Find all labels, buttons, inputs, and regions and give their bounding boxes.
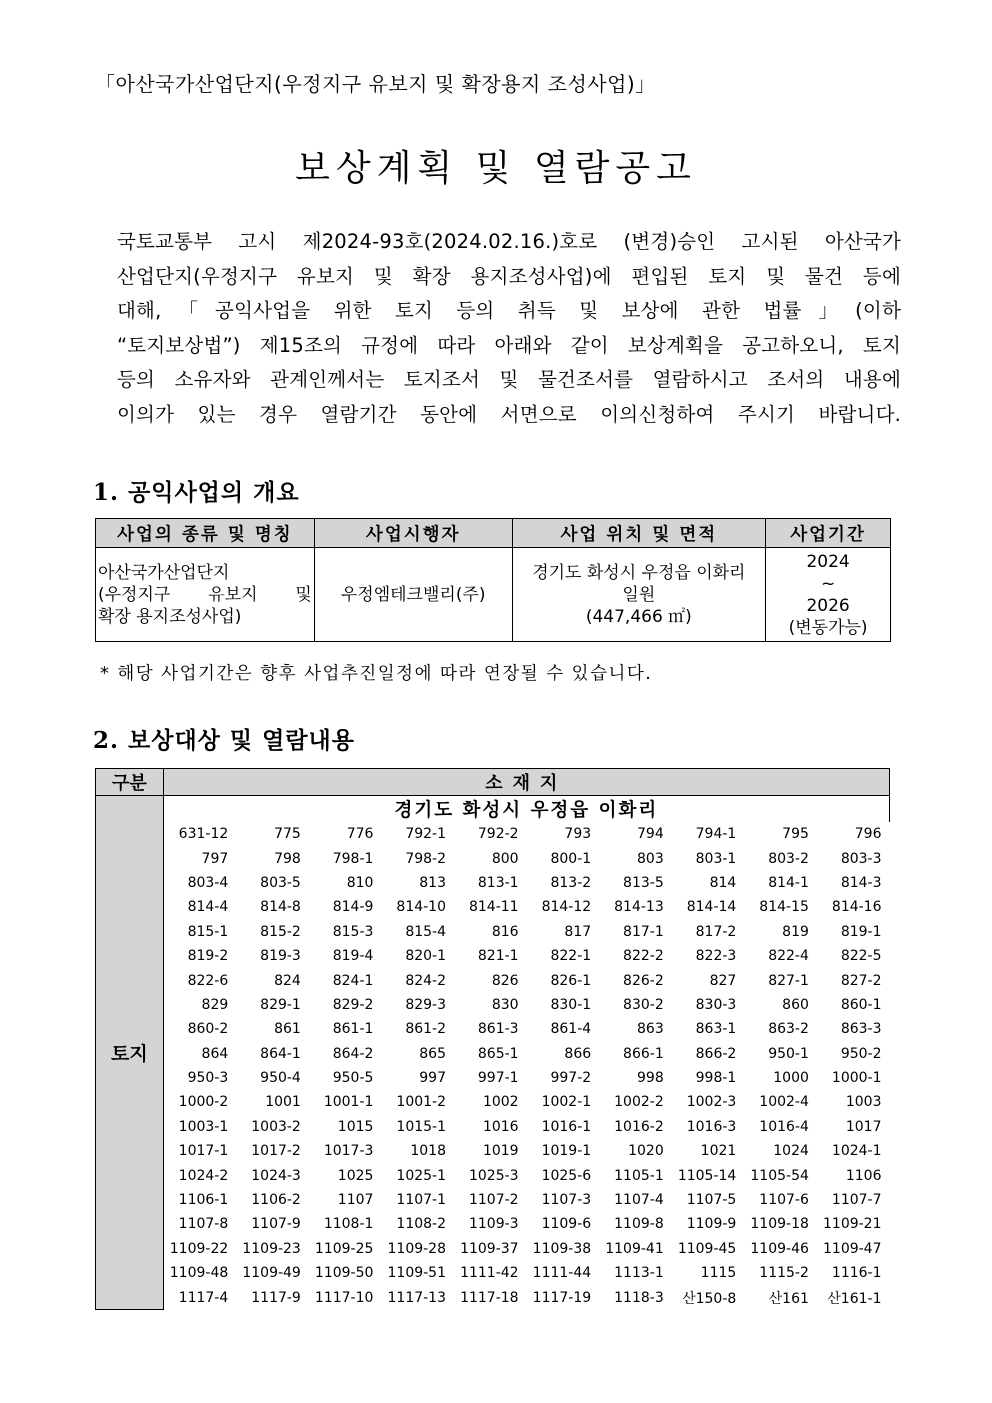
intro-line: “토지보상법”) 제15조의 규정에 따라 아래와 같이 보상계획을 공고하오니, 토지 [117, 333, 901, 357]
parcel-number: 1024 [773, 1143, 809, 1160]
parcel-number: 866-2 [695, 1045, 737, 1062]
parcel-number: 1118-3 [614, 1289, 664, 1306]
parcel-number: 794-1 [695, 826, 737, 843]
parcel-number: 998-1 [695, 1070, 737, 1087]
intro-paragraph [117, 226, 901, 433]
section-heading-compensation: 2. 보상대상 및 열람내용 [93, 727, 355, 754]
period-separator: ~ [820, 573, 836, 594]
parcel-number: 775 [274, 826, 301, 843]
parcel-number: 826 [491, 972, 519, 989]
parcel-row [164, 1115, 890, 1139]
parcel-number: 822-1 [550, 948, 592, 965]
period-note: (변동가능) [788, 617, 868, 638]
parcel-number: 829 [201, 996, 229, 1013]
parcel-number: 1115-2 [759, 1265, 809, 1282]
parcel-number: 1107-2 [468, 1192, 519, 1209]
parcel-number: 817-1 [623, 923, 664, 940]
parcel-number: 1015-1 [396, 1118, 446, 1135]
parcel-number: 1000-2 [178, 1094, 229, 1111]
parcel-number: 861-4 [550, 1021, 592, 1038]
parcel-number: 826-2 [623, 972, 664, 989]
parcel-number: 산161-1 [827, 1290, 882, 1307]
parcel-number: 860-2 [187, 1021, 229, 1038]
period-start: 2024 [806, 551, 850, 572]
parcel-number: 1024-2 [178, 1167, 229, 1184]
parcel-number: 800-1 [550, 850, 592, 867]
parcel-number: 1105-14 [677, 1167, 737, 1184]
project-name-line: 확장 용지조성사업) [98, 606, 242, 627]
parcel-number: 1107-8 [178, 1216, 229, 1233]
parcel-row [164, 1237, 890, 1261]
header-operator: 사업시행자 [314, 519, 512, 548]
parcel-number: 796 [854, 826, 882, 843]
project-subtitle: 「아산국가산업단지(우정지구 유보지 및 확장용지 조성사업)」 [95, 72, 656, 96]
parcel-number: 824 [274, 972, 301, 989]
parcel-row [164, 944, 890, 968]
parcel-number: 1115 [700, 1265, 737, 1282]
intro-line: 이의가 있는 경우 열람기간 동안에 서면으로 이의신청하여 주시기 바랍니다. [117, 402, 901, 426]
parcel-row [164, 846, 890, 870]
parcel-number: 829-2 [332, 996, 374, 1013]
parcel-number: 1003 [845, 1094, 882, 1111]
parcel-number: 950-5 [332, 1070, 374, 1087]
parcel-number: 1025-6 [541, 1167, 592, 1184]
parcel-number: 1024-3 [251, 1167, 301, 1184]
project-name-line: (우정지구 유보지 및 [98, 584, 312, 605]
parcel-number: 815-2 [260, 923, 301, 940]
parcel-number: 1117-18 [460, 1289, 519, 1306]
parcel-number: 1002-1 [541, 1094, 592, 1111]
parcel-number: 819-1 [840, 923, 882, 940]
parcel-number: 803-3 [840, 850, 882, 867]
parcel-number: 830-3 [695, 996, 737, 1013]
parcel-number: 792-2 [477, 826, 519, 843]
parcel-number: 863-2 [768, 1021, 809, 1038]
parcel-number: 1107-9 [251, 1216, 301, 1233]
parcel-row [164, 920, 890, 944]
parcel-number: 829-3 [405, 996, 446, 1013]
parcel-number: 819-4 [332, 948, 374, 965]
parcel-number: 1117-19 [532, 1289, 592, 1306]
parcel-number: 830 [491, 996, 519, 1013]
parcel-number: 1109-37 [460, 1240, 519, 1257]
parcel-number: 1106-2 [251, 1192, 301, 1209]
parcel-number: 1107-7 [831, 1192, 882, 1209]
parcel-number: 1107-6 [759, 1192, 809, 1209]
parcel-number: 803 [637, 850, 664, 867]
parcel-number: 1109-48 [169, 1265, 229, 1282]
parcel-number: 814-10 [396, 899, 446, 916]
parcel-number: 1109-46 [750, 1240, 809, 1257]
parcel-number: 865 [419, 1045, 446, 1062]
header-project-name: 사업의 종류 및 명칭 [96, 519, 315, 548]
parcel-number: 1109-3 [468, 1216, 519, 1233]
parcel-number: 1003-1 [178, 1118, 229, 1135]
parcel-number: 1001-1 [323, 1094, 374, 1111]
parcel-number: 830-2 [623, 996, 664, 1013]
parcel-number: 819-2 [187, 948, 229, 965]
parcel-number: 950-2 [840, 1045, 882, 1062]
parcel-number: 1117-10 [314, 1289, 374, 1306]
table-header-row [96, 769, 890, 796]
period-end: 2026 [806, 595, 850, 616]
parcel-number: 1000 [773, 1070, 809, 1087]
parcel-row [164, 1188, 890, 1212]
parcel-number: 1109-25 [314, 1240, 374, 1257]
parcel-number: 815-4 [405, 923, 446, 940]
parcel-number: 793 [564, 826, 592, 843]
parcel-number: 803-1 [695, 850, 737, 867]
parcel-row [164, 1212, 890, 1236]
parcel-row [164, 1163, 890, 1187]
parcel-number: 1113-1 [614, 1265, 664, 1282]
parcel-number: 794 [637, 826, 664, 843]
parcel-row [164, 1261, 890, 1285]
header-location: 소재지 [163, 769, 889, 796]
parcel-number: 1109-28 [387, 1240, 446, 1257]
intro-line: 산업단지(우정지구 유보지 및 확장 용지조성사업)에 편입된 토지 및 물건 등에 [117, 264, 901, 288]
parcel-number: 803-2 [768, 850, 809, 867]
parcel-number: 1019-1 [541, 1143, 592, 1160]
parcel-number: 814-15 [759, 899, 809, 916]
parcel-number: 1106 [845, 1167, 882, 1184]
parcel-number: 865-1 [477, 1045, 519, 1062]
parcel-number: 1016-1 [541, 1118, 592, 1135]
parcel-number: 1016-4 [759, 1118, 809, 1135]
parcel-number: 1018 [410, 1143, 446, 1160]
parcel-number: 814-12 [541, 899, 592, 916]
parcel-number: 798-1 [332, 850, 374, 867]
parcel-number: 821-1 [477, 948, 519, 965]
parcel-number: 776 [346, 826, 374, 843]
parcel-number: 798 [274, 850, 301, 867]
parcel-row [164, 895, 890, 919]
parcel-number: 1015 [337, 1118, 374, 1135]
location-cell [512, 548, 766, 642]
parcel-row [164, 1042, 890, 1066]
section-heading-overview: 1. 공익사업의 개요 [93, 479, 300, 506]
parcel-number: 861-3 [477, 1021, 519, 1038]
parcel-number: 864 [201, 1045, 229, 1062]
parcel-number: 1109-9 [686, 1216, 737, 1233]
parcel-table [95, 768, 890, 1310]
parcel-number: 1107 [337, 1192, 374, 1209]
parcel-row [164, 822, 890, 846]
parcel-number: 814-3 [840, 874, 882, 891]
parcel-number: 864-1 [260, 1045, 301, 1062]
parcel-number: 1108-2 [396, 1216, 446, 1233]
area-line: (447,466 ㎡) [585, 606, 692, 627]
period-cell [766, 548, 891, 642]
parcel-number: 1017 [845, 1118, 882, 1135]
parcel-number: 1109-21 [823, 1216, 882, 1233]
parcel-number: 1107-3 [541, 1192, 592, 1209]
parcel-number: 1109-18 [750, 1216, 809, 1233]
parcel-number: 1109-41 [605, 1240, 664, 1257]
parcel-number: 813-5 [623, 874, 664, 891]
parcel-number: 822-2 [623, 948, 664, 965]
parcel-number: 798-2 [405, 850, 446, 867]
table-row [96, 822, 890, 1310]
parcel-number: 631-12 [178, 826, 229, 843]
intro-line: 대해,「공익사업을 위한 토지 등의 취득 및 보상에 관한 법률」(이하 [117, 299, 901, 322]
parcel-number: 863-3 [840, 1021, 882, 1038]
parcel-number: 819 [782, 923, 809, 940]
parcel-number: 1025-3 [468, 1167, 519, 1184]
parcel-row [164, 968, 890, 992]
parcel-number: 산161 [768, 1290, 809, 1307]
parcel-number: 810 [346, 874, 374, 891]
parcel-number: 815-1 [187, 923, 229, 940]
parcel-number-grid [164, 822, 890, 1310]
parcel-number: 864-2 [332, 1045, 374, 1062]
parcel-number: 1025 [337, 1167, 374, 1184]
parcel-number: 822-5 [840, 948, 882, 965]
parcel-number: 1109-47 [823, 1240, 882, 1257]
parcel-row [164, 871, 890, 895]
parcel-number: 1107-5 [686, 1192, 737, 1209]
parcel-number: 861-2 [405, 1021, 446, 1038]
parcel-row [164, 1066, 890, 1090]
parcel-number: 803-5 [260, 874, 301, 891]
parcel-number: 1001-2 [396, 1094, 446, 1111]
parcel-number: 1017-2 [251, 1143, 301, 1160]
parcel-number: 1017-3 [323, 1143, 374, 1160]
parcel-number: 827 [709, 972, 737, 989]
parcel-number: 997-1 [477, 1070, 519, 1087]
parcel-number: 817-2 [695, 923, 737, 940]
header-location-area: 사업 위치 및 면적 [512, 519, 766, 548]
table-row [96, 796, 890, 823]
parcel-number: 1106-1 [178, 1192, 229, 1209]
parcel-number: 1002-3 [686, 1094, 737, 1111]
parcel-number: 1109-23 [242, 1240, 301, 1257]
intro-line: 등의 소유자와 관계인께서는 토지조서 및 물건조서를 열람하시고 조서의 내용에 [117, 368, 901, 391]
parcel-number: 1019 [482, 1143, 519, 1160]
parcel-number: 816 [491, 923, 519, 940]
parcel-number: 1117-4 [178, 1289, 229, 1306]
parcel-number: 861-1 [332, 1021, 374, 1038]
table-row [96, 548, 891, 642]
parcel-number: 산150-8 [682, 1290, 737, 1307]
parcel-number: 1117-9 [251, 1289, 301, 1306]
operator-cell: 우정엠테크밸리(주) [314, 548, 512, 642]
parcel-number: 1017-1 [178, 1143, 229, 1160]
parcel-number: 1111-42 [460, 1265, 519, 1282]
parcel-number: 860 [782, 996, 809, 1013]
parcel-number: 814-11 [468, 899, 519, 916]
parcel-number: 813-2 [550, 874, 592, 891]
village-name: 경기도 화성시 우정읍 이화리 [163, 796, 889, 823]
parcel-number: 1109-51 [387, 1265, 446, 1282]
parcel-row [164, 1090, 890, 1114]
parcel-number: 998 [637, 1070, 664, 1087]
parcel-number: 1108-1 [323, 1216, 374, 1233]
parcel-number: 817 [564, 923, 592, 940]
parcel-number: 1000-1 [831, 1070, 882, 1087]
parcel-number: 1109-45 [677, 1240, 737, 1257]
parcel-row [164, 993, 890, 1017]
parcel-row [164, 1017, 890, 1041]
parcel-number: 815-3 [332, 923, 374, 940]
parcel-number: 1117-13 [387, 1289, 446, 1306]
parcel-number: 813-1 [477, 874, 519, 891]
category-land-cell: 토지 [96, 796, 164, 1310]
parcel-number: 950-4 [260, 1070, 301, 1087]
parcel-number: 814-9 [332, 899, 374, 916]
parcel-number: 797 [201, 850, 229, 867]
intro-line: 국토교통부 고시 제2024-93호(2024.02.16.)호로 (변경)승인 고시된 아산국가 [117, 230, 901, 253]
table-header-row [96, 519, 891, 548]
parcel-number: 803-4 [187, 874, 229, 891]
parcel-number: 795 [782, 826, 809, 843]
parcel-number: 814-13 [614, 899, 664, 916]
parcel-number: 1002 [482, 1094, 519, 1111]
parcel-number: 814-4 [187, 899, 229, 916]
parcel-number: 1109-50 [314, 1265, 374, 1282]
parcel-number: 1105-1 [614, 1167, 664, 1184]
parcel-number: 1109-22 [169, 1240, 229, 1257]
parcel-number: 827-2 [840, 972, 882, 989]
parcel-number: 1016 [482, 1118, 519, 1135]
parcel-number: 997-2 [550, 1070, 592, 1087]
parcel-number: 1024-1 [831, 1143, 882, 1160]
parcel-number: 863 [637, 1021, 664, 1038]
parcel-number: 1107-1 [396, 1192, 446, 1209]
period-footnote: * 해당 사업기간은 향후 사업추진일정에 따라 연장될 수 있습니다. [100, 664, 653, 684]
parcel-number: 829-1 [260, 996, 301, 1013]
parcel-number: 800 [491, 850, 519, 867]
parcel-number: 1116-1 [831, 1265, 882, 1282]
parcel-number: 1105-54 [750, 1167, 809, 1184]
project-name-cell [96, 548, 315, 642]
parcel-number: 950-1 [768, 1045, 809, 1062]
parcel-number: 1107-4 [614, 1192, 664, 1209]
parcel-number: 814-14 [686, 899, 737, 916]
parcel-number: 822-3 [695, 948, 737, 965]
parcel-number: 866-1 [623, 1045, 664, 1062]
parcel-number: 1025-1 [396, 1167, 446, 1184]
header-category: 구분 [96, 769, 164, 796]
parcel-number: 950-3 [187, 1070, 229, 1087]
parcel-number: 814-16 [831, 899, 882, 916]
parcel-number: 861 [274, 1021, 301, 1038]
parcel-number: 860-1 [840, 996, 882, 1013]
parcel-number: 1020 [628, 1143, 664, 1160]
project-overview-table [95, 518, 891, 642]
parcel-number: 824-1 [332, 972, 374, 989]
parcel-number: 813 [419, 874, 446, 891]
project-name-line: 아산국가산업단지 [98, 562, 230, 583]
parcel-number: 1021 [700, 1143, 737, 1160]
parcel-number: 1002-4 [759, 1094, 809, 1111]
parcel-number: 822-4 [768, 948, 809, 965]
parcel-number: 826-1 [550, 972, 592, 989]
parcel-number: 863-1 [695, 1021, 737, 1038]
header-period: 사업기간 [766, 519, 891, 548]
parcel-number: 1016-2 [614, 1118, 664, 1135]
parcel-number: 819-3 [260, 948, 301, 965]
parcel-number: 1109-49 [242, 1265, 301, 1282]
parcel-number: 1109-38 [532, 1240, 592, 1257]
parcel-number: 1003-2 [251, 1118, 301, 1135]
page-title: 보상계획 및 열람공고 [295, 148, 697, 189]
parcel-number: 820-1 [405, 948, 446, 965]
parcel-row [164, 1139, 890, 1163]
parcel-number: 1111-44 [532, 1265, 592, 1282]
parcel-number: 827-1 [768, 972, 809, 989]
parcel-number: 1002-2 [614, 1094, 664, 1111]
parcel-number: 1016-3 [686, 1118, 737, 1135]
parcel-number: 1001 [265, 1094, 301, 1111]
parcel-number: 814-8 [260, 899, 301, 916]
location-line: 일원 [622, 584, 656, 605]
parcel-number: 997 [419, 1070, 446, 1087]
parcel-number: 866 [564, 1045, 592, 1062]
parcel-number: 1109-8 [614, 1216, 664, 1233]
parcel-row [164, 1285, 890, 1309]
parcel-number: 814 [709, 874, 737, 891]
parcel-number: 1109-6 [541, 1216, 592, 1233]
parcel-number: 830-1 [550, 996, 592, 1013]
parcel-number: 814-1 [768, 874, 809, 891]
parcel-number: 824-2 [405, 972, 446, 989]
parcel-number: 822-6 [187, 972, 229, 989]
parcel-number: 792-1 [405, 826, 446, 843]
location-line: 경기도 화성시 우정읍 이화리 [532, 562, 746, 583]
